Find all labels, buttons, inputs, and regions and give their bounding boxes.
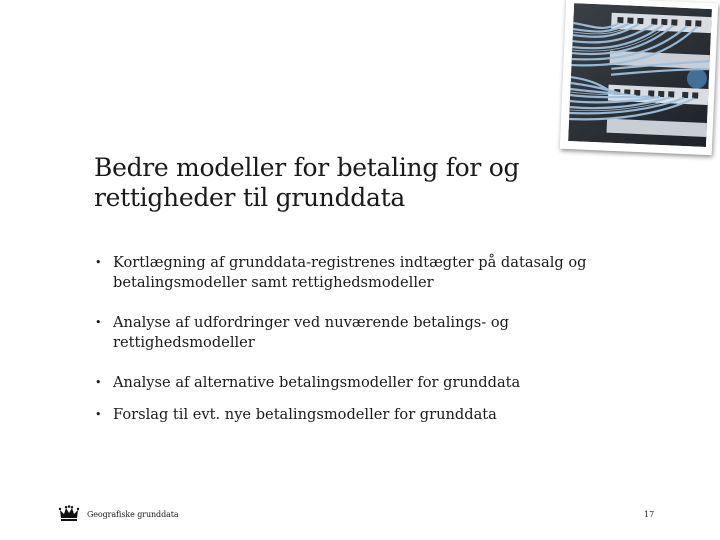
page-number: 17 — [644, 510, 655, 519]
bullet-text: Forslag til evt. nye betalingsmodeller for grunddata — [113, 406, 497, 423]
list-item — [95, 405, 605, 425]
crown-icon — [58, 505, 80, 523]
bullet-marker: • — [95, 316, 102, 329]
bullet-marker: • — [95, 376, 102, 389]
list-item — [95, 313, 605, 353]
list-item — [95, 253, 605, 293]
slide-title: Bedre modeller for betaling for og rettigheder til grunddata — [94, 153, 520, 212]
bullet-marker: • — [95, 256, 102, 269]
bullet-marker: • — [95, 408, 102, 421]
bullet-text: Kortlægning af grunddata-registrenes indtægter på datasalg og betalingsmodeller samt rettighedsmodeller — [113, 254, 587, 291]
server-rack-photo — [560, 0, 718, 155]
bullet-text: Analyse af udfordringer ved nuværende betalings- og rettighedsmodeller — [113, 314, 509, 351]
bullet-text: Analyse af alternative betalingsmodeller for grunddata — [113, 374, 521, 391]
bullet-list — [95, 253, 605, 425]
list-item — [95, 373, 605, 393]
footer-organization: Geografiske grunddata — [87, 510, 179, 519]
network-cables-image — [568, 3, 712, 147]
